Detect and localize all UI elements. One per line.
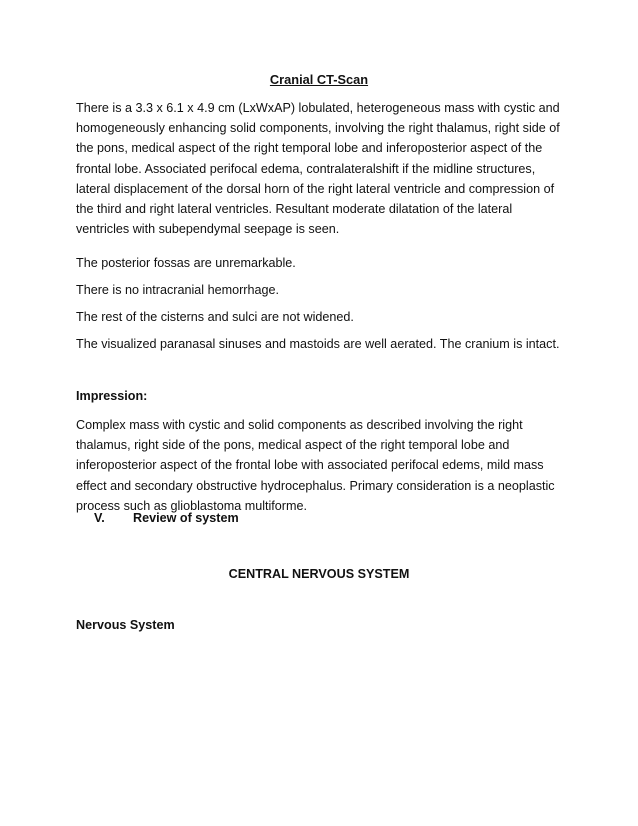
- hemorrhage-line: There is no intracranial hemorrhage.: [76, 283, 280, 297]
- sinuses-line: The visualized paranasal sinuses and mastoids are well aerated. The cranium is intact.: [76, 337, 560, 351]
- subsection-heading: Nervous System: [76, 618, 175, 632]
- impression-paragraph: Complex mass with cystic and solid components as described involving the right thalamus, right side of the pons, medical aspect of the right temporal lobe and inferoposterior aspect of the frontal lobe with associated perifocal edems, mild mass effect and secondary obstructive hydrocephalus. Primary consideration is a neoplastic process such as glioblastoma multiforme.: [76, 418, 555, 513]
- posterior-fossa-line: The posterior fossas are unremarkable.: [76, 256, 296, 270]
- findings-block: [76, 98, 566, 239]
- impression-block: [76, 415, 566, 516]
- cisterns-line: The rest of the cisterns and sulci are not widened.: [76, 310, 354, 324]
- page-title: Cranial CT-Scan: [269, 72, 369, 87]
- findings-paragraph: There is a 3.3 x 6.1 x 4.9 cm (LxWxAP) lobulated, heterogeneous mass with cystic and homogeneously enhancing solid components, involving the right thalamus, right side of the pons, medical aspect of the right temporal lobe and inferoposterior aspect of the frontal lobe. Associated perifocal edema, contralateralshift if the midline structures, lateral displacement of the dorsal horn of the right lateral ventricle and compression of the third and right lateral ventricles. Resultant moderate dilatation of the lateral ventricles with subependymal seepage is seen.: [76, 101, 560, 237]
- section-title: Review of system: [133, 511, 239, 525]
- impression-heading: Impression:: [76, 389, 148, 403]
- system-heading: CENTRAL NERVOUS SYSTEM: [228, 567, 410, 581]
- section-number: V.: [94, 511, 105, 525]
